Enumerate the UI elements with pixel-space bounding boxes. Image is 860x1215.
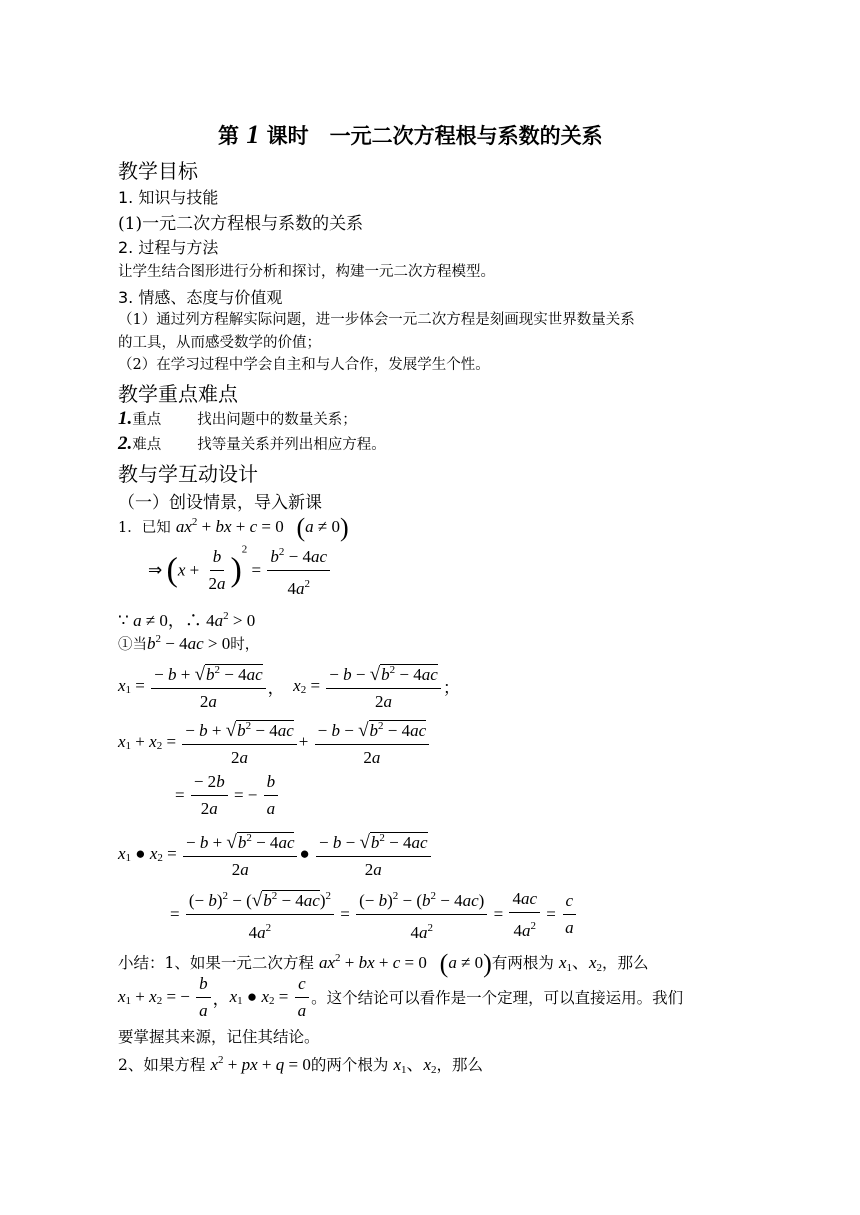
emotion-item-1-line-2: 的工具，从而感受数学的价值； <box>118 335 321 351</box>
keypoints-heading: 教学重点难点 <box>118 382 238 406</box>
step-1-equation: 1．已知 $ax^2$ + bx + c = 0 (a ≠ 0) <box>118 513 349 542</box>
summary-1-line-1: 小结：1、如果一元二次方程 $ax^2$ + bx + c = 0 (a ≠ 0)有两根为 $x_1$、$x_2$，那么 <box>118 949 649 979</box>
because-line: ∵ a ≠ 0，∴ $4a^2 > 0$ <box>118 610 256 630</box>
emotion-item-2: （2）在学习过程中学会自主和与人合作，发展学生个性。 <box>118 357 490 373</box>
completed-square-formula: ⇒ (x + $\frac{b}{2a}$ )$^2$ = $\frac{b^2 - 4ac}{4a^2}$ <box>148 541 332 600</box>
sum-result: = $\frac{- 2b}{2a}$ = − $\frac{b}{a}$ <box>175 771 280 820</box>
summary-1-line-2: $x_1 + x_2$ = − $\frac{b}{a}$ ，$x_1$ ● $x_2$ = $\frac{c}{a}$ 。这个结论可以看作是一个定理，可以直接运用。我们 <box>118 974 684 1020</box>
case-1-condition: ①当$b^2 - 4ac > 0$时， <box>118 633 260 653</box>
sum-formula: $x_1 + x_2$ = $\frac{- b + √b^2 - 4ac}{2a}$ + $\frac{- b - √b^2 - 4ac}{2a}$ <box>118 715 431 769</box>
product-formula: $x_1$ ● $x_2$ = $\frac{- b + √b^2 - 4ac}{2a}$ ● $\frac{- b - √b^2 - 4ac}{2a}$ <box>118 827 433 881</box>
keypoint-2: 2.难点 找等量关系并列出相应方程。 <box>118 433 386 454</box>
summary-2: 2、如果方程 $x^2$ + px + q = 0的两个根为 $x_1$、$x_2$，那么 <box>118 1054 484 1076</box>
summary-1-line-3: 要掌握其来源，记住其结论。 <box>118 1028 320 1046</box>
roots-formula: $x_1$ = $\frac{- b + √b^2 - 4ac}{2a}$ ， $x_2$ = $\frac{- b - √b^2 - 4ac}{2a}$ ； <box>118 659 460 713</box>
process-text: 让学生结合图形进行分析和探讨，构建一元二次方程模型。 <box>118 264 495 280</box>
page-title: 第 1 课时 一元二次方程根与系数的关系 <box>218 120 603 149</box>
knowledge-item: (1)一元二次方程根与系数的关系 <box>118 214 364 234</box>
product-result: = $\frac{(- b)^2 - (√b^2 - 4ac)^2}{4a^2}$ = $\frac{(- b)^2 - (b^2 - 4ac)}{4a^2}$ = $\frac{4ac}{4a^2}$ = $\frac{c}{a}$ <box>170 885 579 944</box>
emotion-item-1-line-1: （1）通过列方程解实际问题，进一步体会一元二次方程是刻画现实世界数量关系 <box>118 312 635 328</box>
section-1-heading: （一）创设情景，导入新课 <box>118 493 322 513</box>
emotion-heading: 3. 情感、态度与价值观 <box>118 288 283 307</box>
process-heading: 2. 过程与方法 <box>118 238 219 257</box>
keypoint-1: 1.重点 找出问题中的数量关系； <box>118 408 357 429</box>
knowledge-heading: 1. 知识与技能 <box>118 188 219 207</box>
design-heading: 教与学互动设计 <box>118 462 258 486</box>
objectives-heading: 教学目标 <box>118 159 198 183</box>
